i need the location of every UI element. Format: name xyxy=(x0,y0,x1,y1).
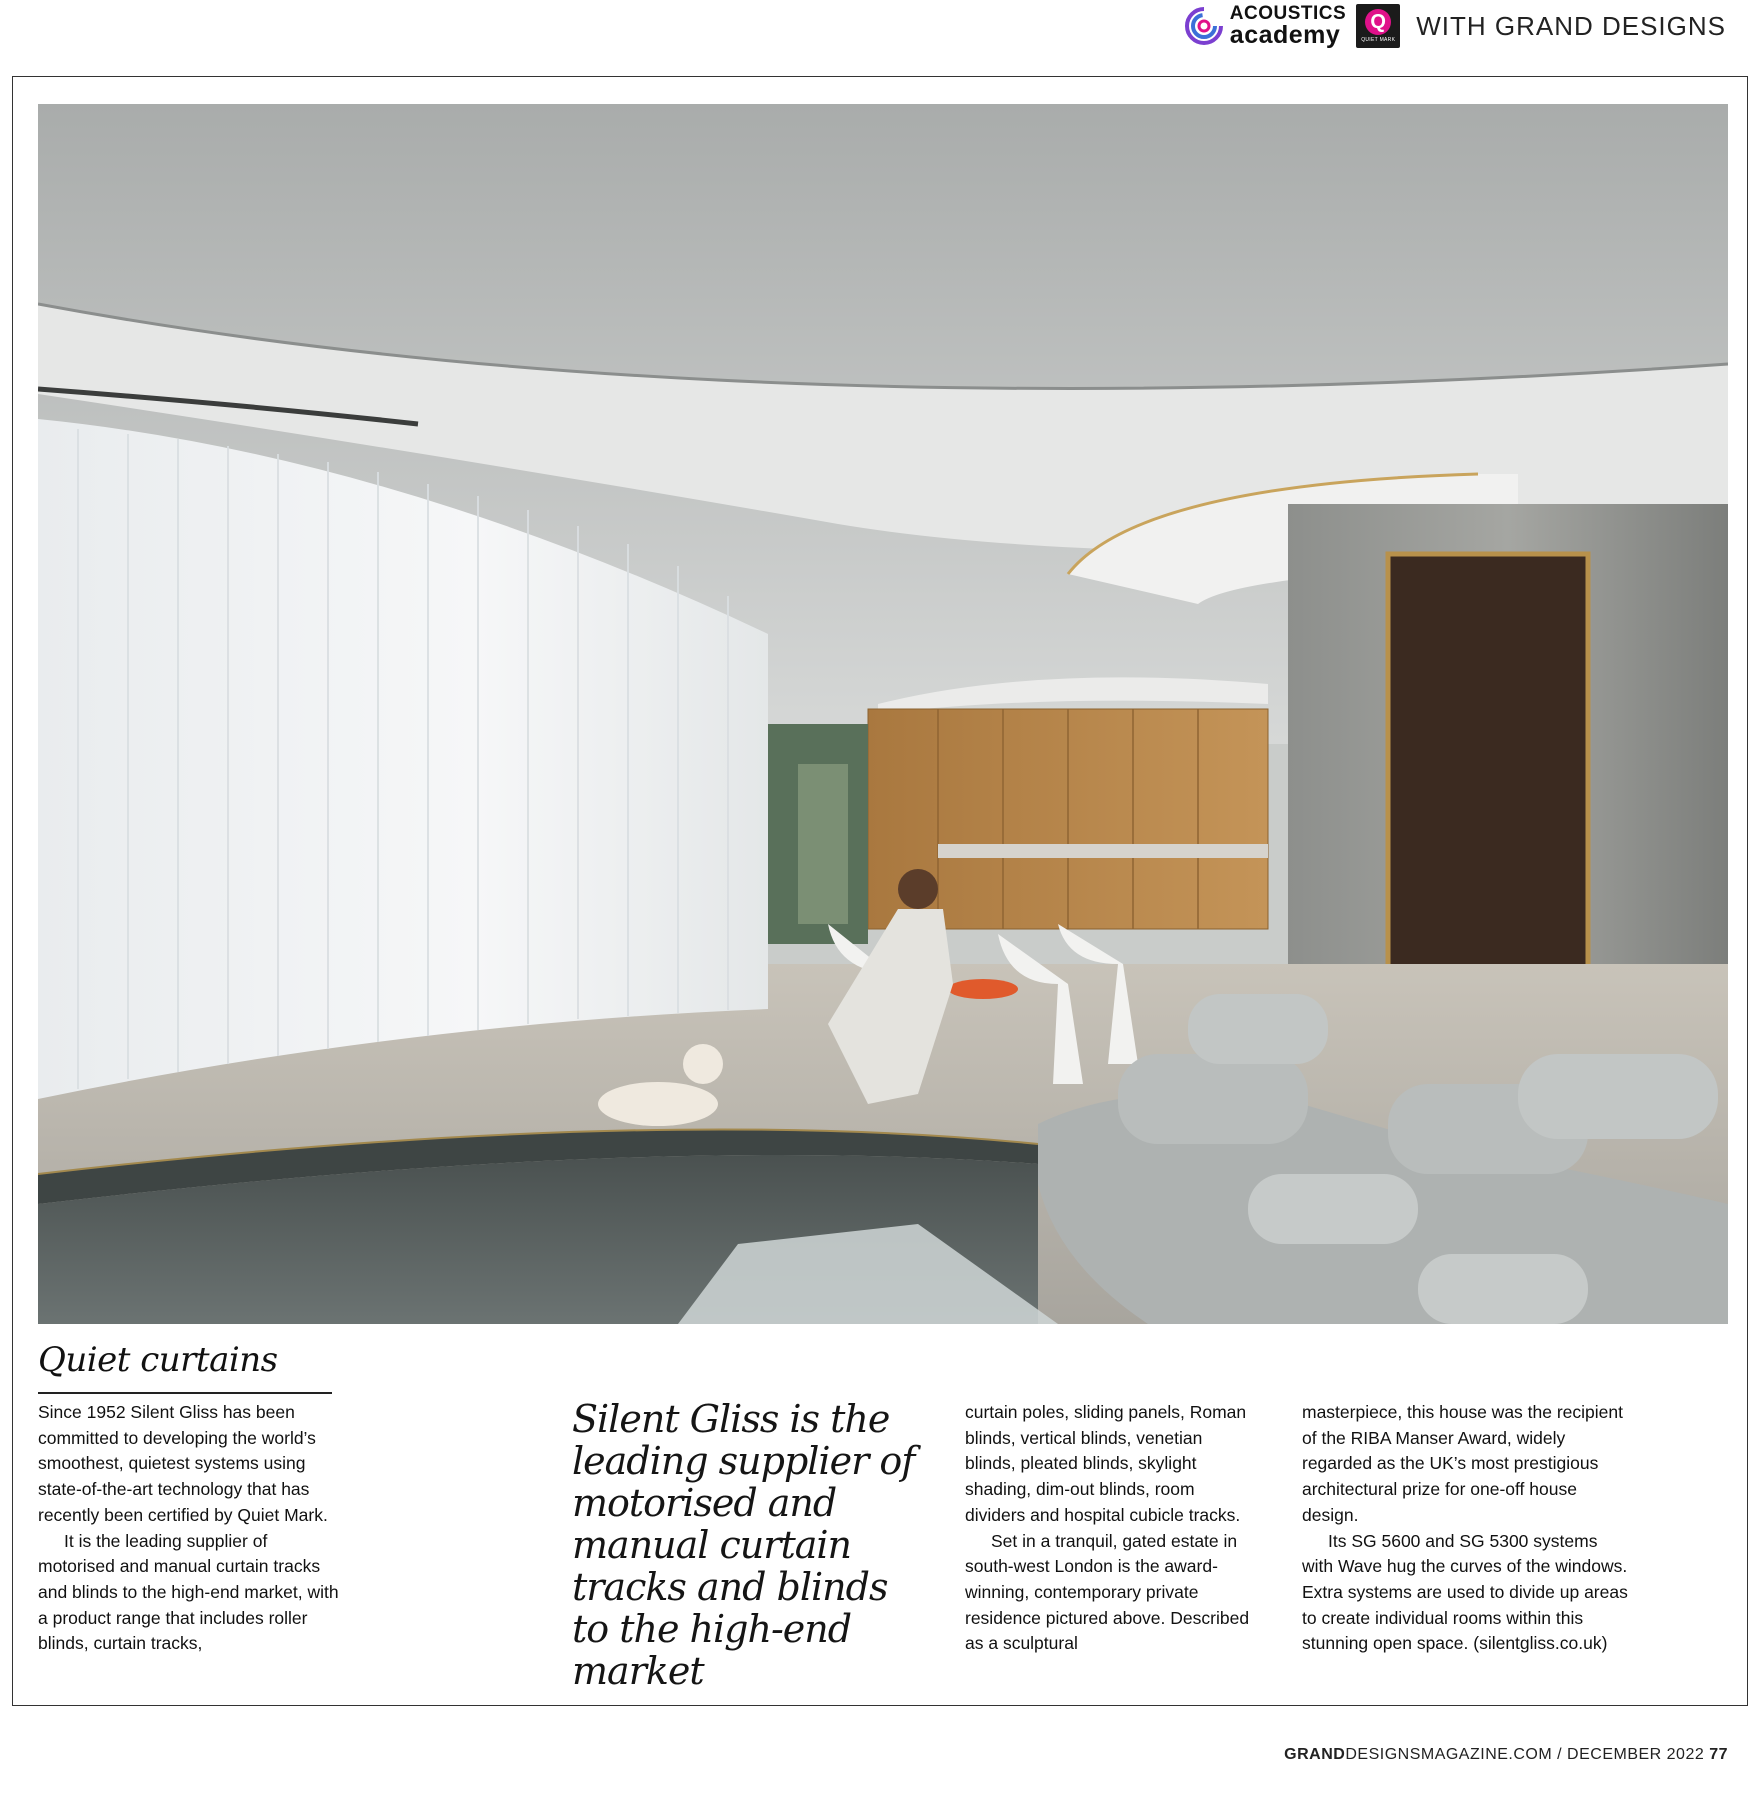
col1-paragraph-1: Since 1952 Silent Gliss has been committed to developing the world’s smoothest, quietest systems using state-of-the-art technology that has recently been certified by Quiet Mark. xyxy=(38,1402,328,1525)
page-header xyxy=(1184,0,1726,52)
quiet-mark-label: QUIET MARK xyxy=(1361,37,1396,43)
footer-site: DESIGNSMAGAZINE.COM / DECEMBER 2022 xyxy=(1345,1746,1705,1763)
col4-paragraph-1: masterpiece, this house was the recipient of the RIBA Manser Award, widely regarded as the UK’s most prestigious architectural prize for one-off house design. xyxy=(1302,1402,1623,1525)
col4-paragraph-2: Its SG 5600 and SG 5300 systems with Wave hug the curves of the windows. Extra systems are used to divide up areas to create individual rooms within this stunning open space. (silentgliss.co.uk) xyxy=(1302,1530,1628,1654)
footer-brand: GRAND xyxy=(1284,1746,1346,1763)
quiet-mark-badge xyxy=(1356,4,1400,48)
curtain-living-room-photo xyxy=(38,104,1728,1324)
text-column-3 xyxy=(965,1400,1255,1657)
col3-paragraph-1: curtain poles, sliding panels, Roman blinds, vertical blinds, venetian blinds, pleated blinds, skylight shading, dim-out blinds, room dividers and hospital cubicle tracks. xyxy=(965,1402,1247,1525)
pull-quote: Silent Gliss is the leading supplier of motorised and manual curtain tracks and blinds to the high-end market xyxy=(572,1397,915,1693)
logo-line2: academy xyxy=(1229,21,1341,49)
page-number: 77 xyxy=(1709,1746,1728,1763)
acoustics-academy-logo xyxy=(1184,4,1346,48)
col1-paragraph-2: It is the leading supplier of motorised and manual curtain tracks and blinds to the high-end market, with a product range that includes roller blinds, curtain tracks, xyxy=(38,1530,339,1654)
col3-paragraph-2: Set in a tranquil, gated estate in south-west London is the award-winning, contemporary private residence pictured above. Described as a sculptural xyxy=(965,1530,1250,1654)
page-footer xyxy=(1284,1746,1728,1764)
quiet-mark-letter: Q xyxy=(1365,9,1391,35)
with-grand-designs-label: WITH GRAND DESIGNS xyxy=(1416,10,1726,41)
text-column-4 xyxy=(1302,1400,1632,1657)
article-headline: Quiet curtains xyxy=(38,1340,278,1380)
logo-line1: ACOUSTICS xyxy=(1229,3,1347,24)
text-column-1 xyxy=(38,1400,348,1657)
acoustics-academy-icon xyxy=(1184,6,1224,46)
headline-rule xyxy=(38,1392,332,1394)
